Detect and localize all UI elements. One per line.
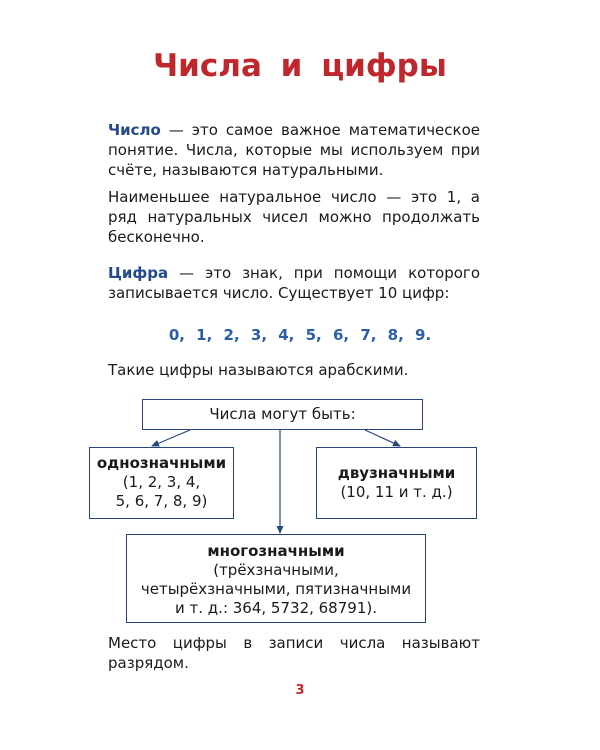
arabic-digits-paragraph: Такие цифры называются арабскими. (108, 361, 409, 379)
two-digit-line1: (10, 11 и т. д.) (340, 483, 453, 501)
multi-digit-box (126, 534, 426, 623)
smallest-number-paragraph: Наименьшее натуральное число — это 1, а ряд натуральных чисел можно продолжать бесконечно. (108, 188, 480, 246)
arrow-to-two-digit (365, 430, 400, 446)
two-digit-title: двузначными (337, 464, 456, 482)
page-number: 3 (295, 683, 305, 698)
digit-definition (108, 263, 480, 303)
arrow-to-single-digit (152, 430, 190, 446)
digit-place-paragraph: Место цифры в записи числа называют разрядом. (108, 634, 480, 672)
digits-list: 0, 1, 2, 3, 4, 5, 6, 7, 8, 9. (168, 326, 432, 344)
single-digit-line2: 5, 6, 7, 8, 9) (115, 492, 208, 510)
page-title: Числа и цифры (153, 48, 447, 84)
number-definition-text: — это самое важное математическое понятие. Числа, которые мы используем при счёте, называются натуральными. (108, 121, 480, 179)
multi-digit-title: многозначными (207, 542, 345, 560)
single-digit-box (89, 447, 234, 519)
multi-digit-line2: четырёхзначными, пятизначными (140, 580, 412, 598)
multi-digit-line1: (трёхзначными, (213, 561, 339, 579)
diagram-top-label: Числа могут быть: (209, 405, 356, 423)
term-digit: Цифра (108, 264, 169, 282)
digit-definition-text: — это знак, при помощи которого записывается число. Существует 10 цифр: (108, 264, 480, 302)
single-digit-title: однозначными (96, 454, 227, 472)
number-definition (108, 120, 480, 180)
two-digit-box (316, 447, 477, 519)
multi-digit-line3: и т. д.: 364, 5732, 68791). (175, 599, 377, 617)
diagram-top-box (142, 399, 423, 430)
single-digit-line1: (1, 2, 3, 4, (122, 473, 201, 491)
term-number: Число (108, 121, 161, 139)
